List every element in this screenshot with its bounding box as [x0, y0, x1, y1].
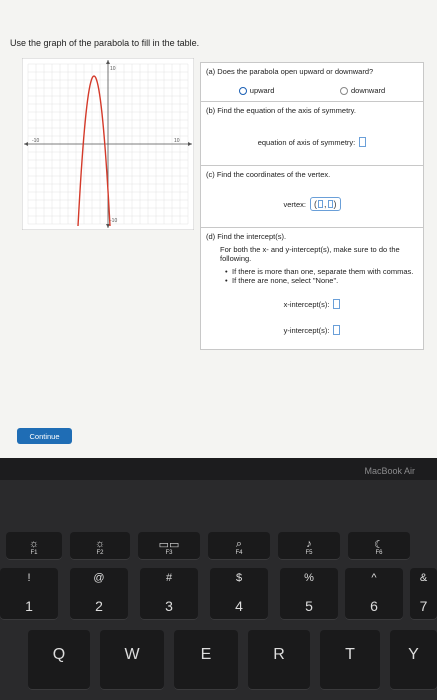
key-f6[interactable]: ☾ F6	[348, 532, 410, 560]
key-w[interactable]: W	[100, 630, 164, 690]
part-d-question: (d) Find the intercept(s).	[206, 232, 287, 241]
key-f3[interactable]: ▭▭ F3	[138, 532, 200, 560]
brand-label: MacBook Air	[364, 466, 415, 476]
comma: ,	[324, 199, 327, 209]
part-b-question: (b) Find the equation of the axis of symmetry.	[206, 106, 356, 115]
keyboard	[0, 480, 437, 700]
key-5[interactable]: % 5	[280, 568, 338, 620]
vertex-label: vertex:	[283, 199, 306, 209]
parabola-graph	[22, 58, 194, 230]
brightness-down-icon: ☼	[28, 538, 40, 550]
mission-control-icon: ▭▭	[158, 539, 180, 551]
axis-input[interactable]	[359, 137, 366, 147]
upward-radio[interactable]	[239, 86, 275, 95]
open-paren: (	[314, 199, 317, 209]
vertex-x-input[interactable]	[318, 200, 323, 208]
part-b-section	[201, 102, 423, 166]
part-c-section	[201, 166, 423, 228]
question-table	[200, 62, 424, 350]
key-4[interactable]: $ 4	[210, 568, 268, 620]
instruction-text: Use the graph of the parabola to fill in the table.	[10, 38, 200, 48]
key-6[interactable]: ^ 6	[345, 568, 403, 620]
axis-label: equation of axis of symmetry:	[257, 137, 356, 147]
key-1[interactable]: ! 1	[0, 568, 58, 620]
key-r[interactable]: R	[248, 630, 310, 690]
key-f2[interactable]: ☼ F2	[70, 532, 130, 560]
upward-label: upward	[249, 86, 275, 95]
x-intercept-input[interactable]	[333, 299, 340, 309]
key-f5[interactable]: ♪ F5	[278, 532, 340, 560]
radio-circle-icon	[239, 87, 247, 95]
downward-label: downward	[351, 86, 386, 95]
part-a-section	[201, 63, 423, 102]
y-tick-label-max: 10	[110, 66, 116, 72]
y-intercept-input[interactable]	[333, 325, 340, 335]
key-t[interactable]: T	[320, 630, 380, 690]
vertex-input-group[interactable]	[310, 197, 341, 211]
y-intercept-label: y-intercept(s):	[283, 325, 330, 335]
key-2[interactable]: @ 2	[70, 568, 128, 620]
close-paren: )	[333, 199, 337, 209]
x-intercept-label: x-intercept(s):	[283, 299, 330, 309]
brightness-up-icon: ☼	[94, 538, 106, 550]
x-tick-label-max: 10	[174, 138, 180, 144]
radio-circle-icon	[340, 87, 348, 95]
do-not-disturb-icon: ☾	[374, 539, 384, 551]
bullet-multiple: • If there is more than one, separate them with commas.	[232, 268, 418, 277]
part-a-question: (a) Does the parabola open upward or downward?	[206, 67, 374, 76]
part-d-section	[201, 228, 423, 349]
search-icon: ⌕	[235, 538, 243, 550]
key-q[interactable]: Q	[28, 630, 90, 690]
key-f1[interactable]: ☼ F1	[6, 532, 62, 560]
y-tick-label-min: -10	[110, 218, 118, 224]
key-e[interactable]: E	[174, 630, 238, 690]
intercept-help-text: For both the x- and y-intercept(s), make sure to do the following.	[220, 245, 400, 263]
vertex-y-input[interactable]	[328, 200, 333, 208]
continue-button[interactable]: Continue	[17, 428, 72, 444]
key-f4[interactable]: ⌕ F4	[208, 532, 270, 560]
x-tick-label-min: -10	[32, 138, 40, 144]
key-y[interactable]: Y	[390, 630, 437, 690]
bullet-none: • If there are none, select "None".	[232, 277, 418, 286]
dictation-icon: ♪	[306, 538, 312, 550]
part-c-question: (c) Find the coordinates of the vertex.	[206, 170, 331, 179]
downward-radio[interactable]	[340, 86, 385, 95]
key-7[interactable]: & 7	[410, 568, 437, 620]
key-3[interactable]: # 3	[140, 568, 198, 620]
